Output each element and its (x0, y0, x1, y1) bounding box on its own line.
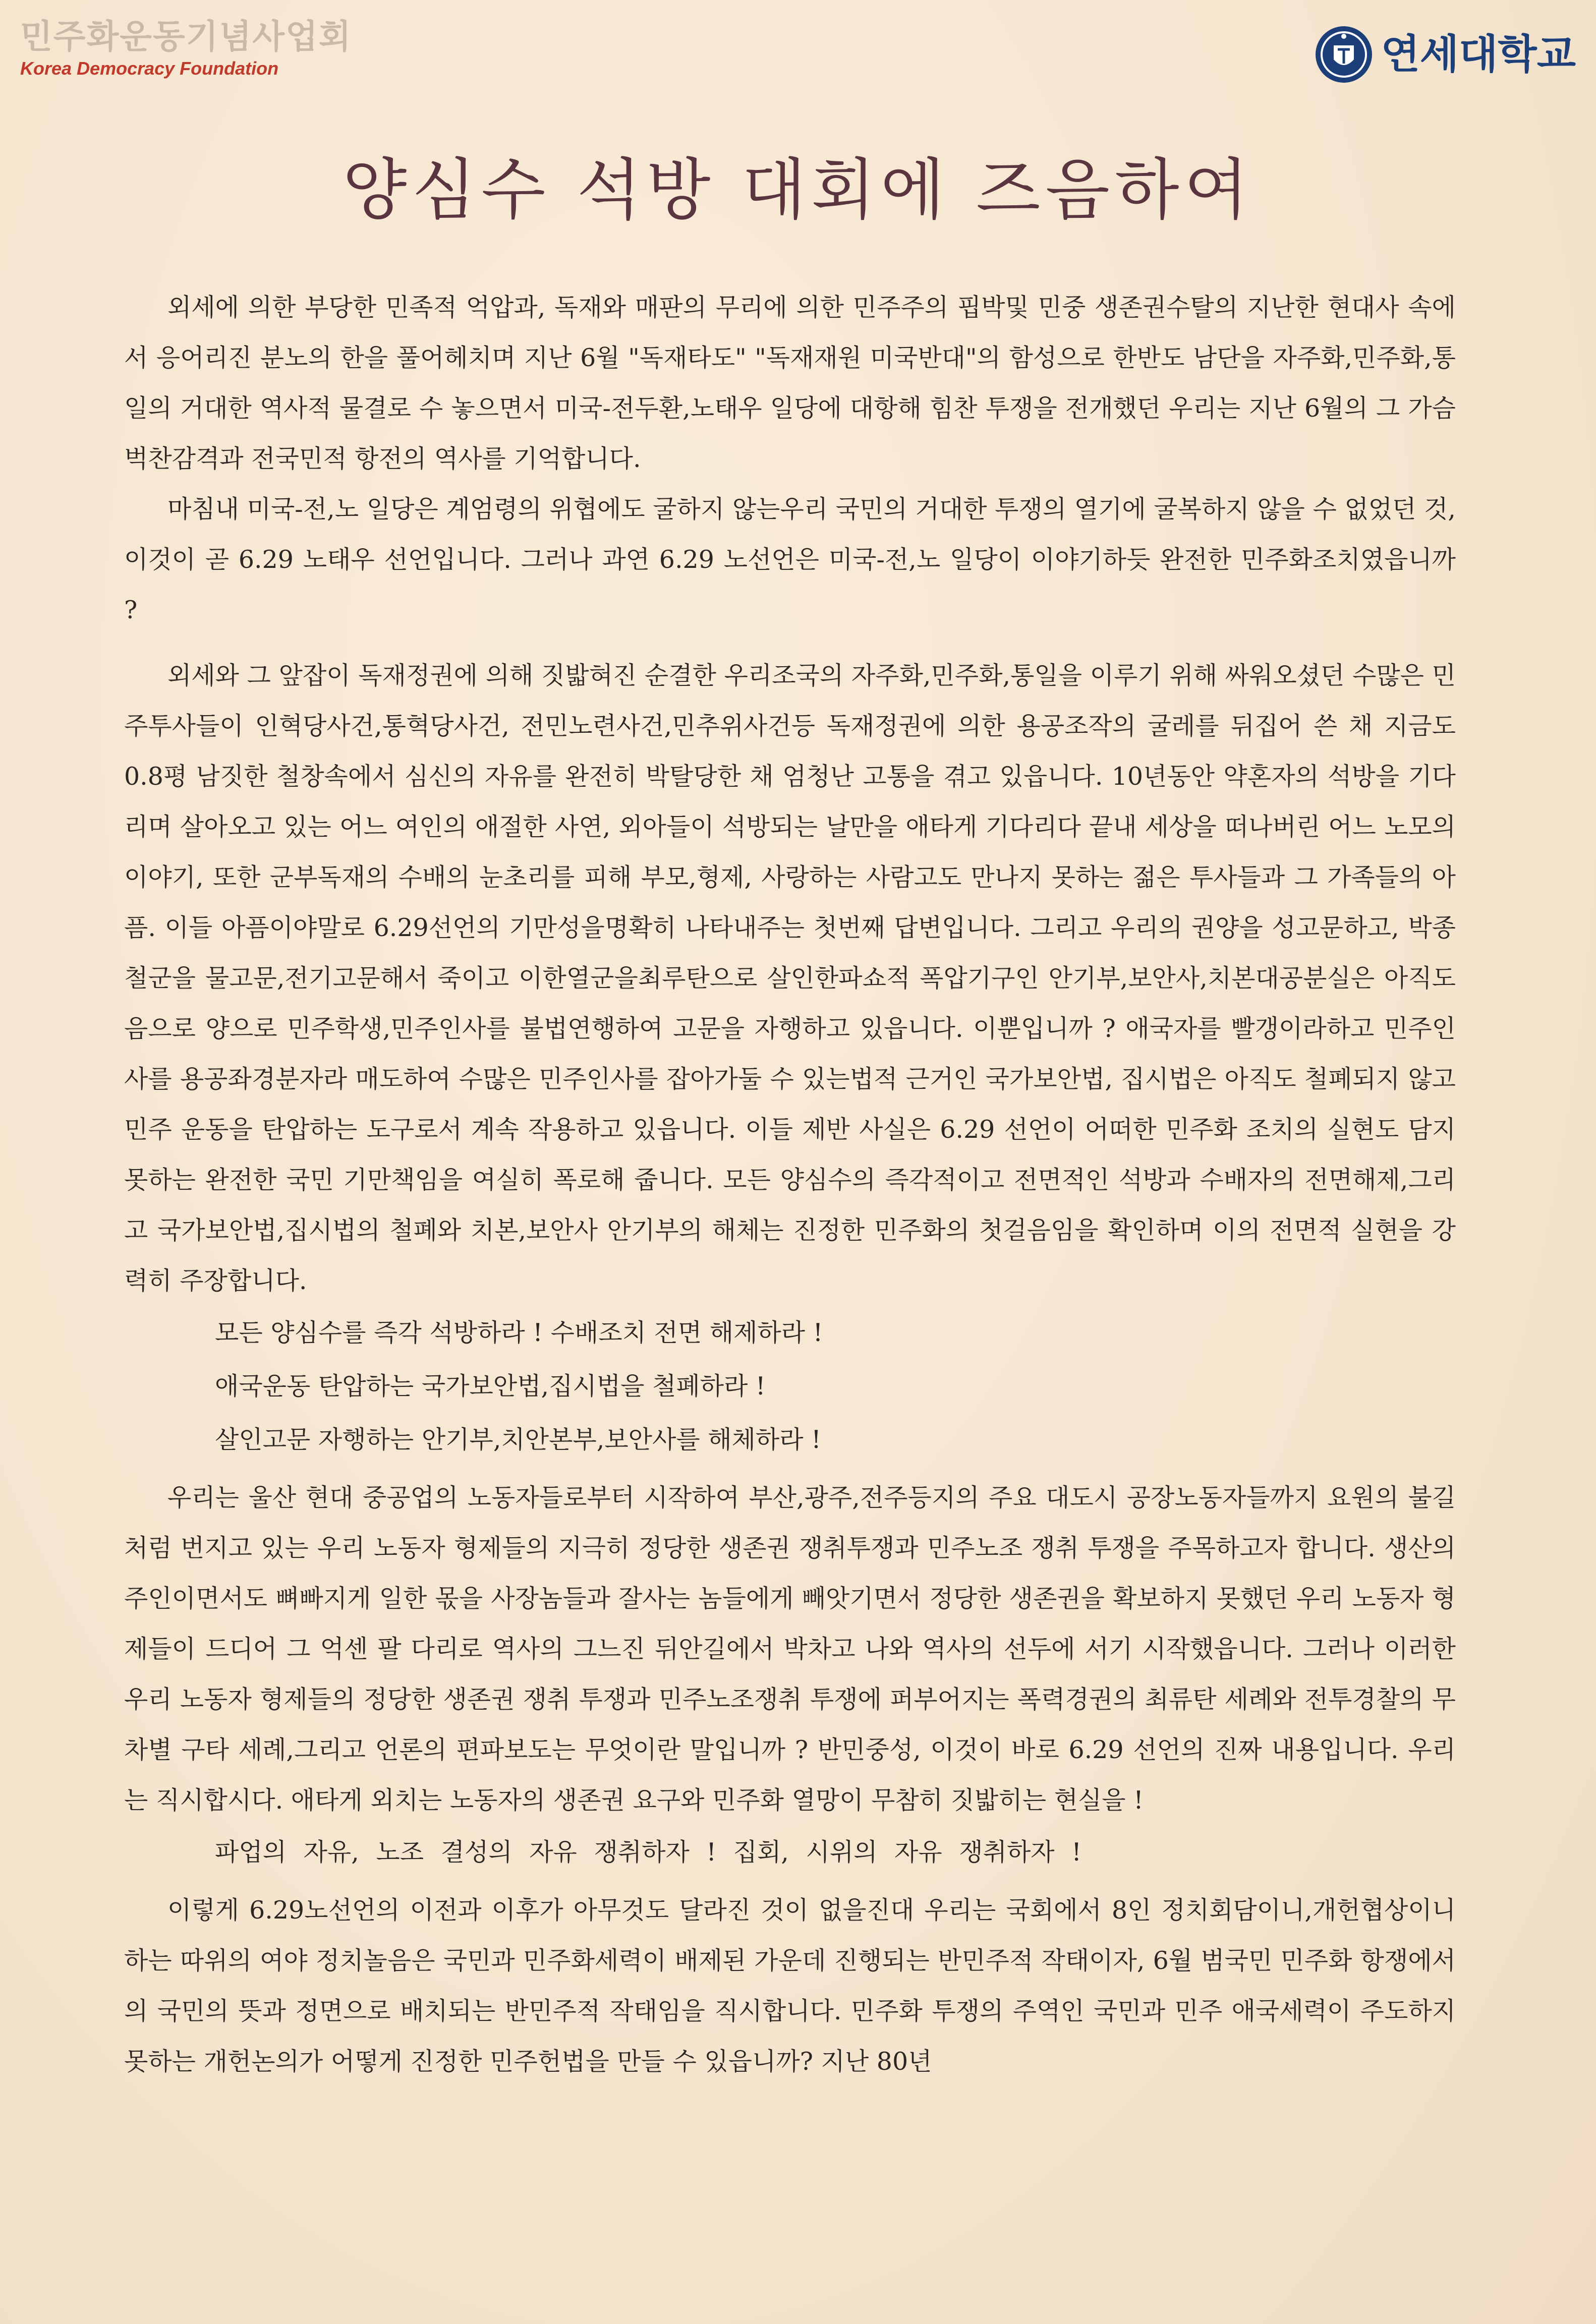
paragraph-1: 외세에 의한 부당한 민족적 억압과, 독재와 매판의 무리에 의한 민주주의 핍박및 민중 생존권수탈의 지난한 현대사 속에서 응어리진 분노의 한을 풀어헤치며 지난 6월 "독재타도" "독재재원 미국반대"의 함성으로 한반도 남단을 자주화,민주화,통일의 거대한 역사적 물결로 수 놓으면서 미국-전두환,노태우 일당에 대항해 힘찬 투쟁을 전개했던 우리는 지난 6월의 그 가슴벅찬감격과 전국민적 항전의 역사를 기억합니다. (124, 293, 1456, 473)
foundation-name-korean: 민주화운동기념사업회 (20, 17, 352, 56)
document-title: 양심수 석방 대회에 즈음하여 (342, 151, 1254, 229)
university-logo (1314, 24, 1576, 85)
slogan-list-2 (124, 1826, 1456, 1879)
slogan-list-1 (124, 1306, 1456, 1467)
slogan-item: 애국운동 탄압하는 국가보안법,집시법을 철폐하라 ! (215, 1372, 766, 1401)
university-name: 연세대학교 (1381, 31, 1576, 78)
yonsei-emblem-icon (1314, 24, 1374, 85)
foundation-logo (20, 17, 352, 79)
foundation-name-english: Korea Democracy Foundation (20, 58, 279, 79)
slogan-item: 파업의 자유, 노조 결성의 자유 쟁취하자 ! 집회, 시위의 자유 쟁취하자 ! (215, 1838, 1081, 1867)
paragraph-4: 우리는 울산 현대 중공업의 노동자들로부터 시작하여 부산,광주,전주등지의 주요 대도시 공장노동자들까지 요원의 불길처럼 번지고 있는 우리 노동자 형제들의 지극히 정당한 생존권 쟁취투쟁과 민주노조 쟁취 투쟁을 주목하고자 합니다. 생산의 주인이면서도 뼈빠지게 일한 몫을 사장놈들과 잘사는 놈들에게 빼앗기면서 정당한 생존권을 확보하지 못했던 우리 노동자 형제들이 드디어 그 억센 팔 다리로 역사의 그느진 뒤안길에서 박차고 나와 역사의 선두에 서기 시작했읍니다. 그러나 이러한 우리 노동자 형제들의 정당한 생존권 쟁취 투쟁과 민주노조쟁취 투쟁에 퍼부어지는 폭력경권의 최류탄 세례와 전투경찰의 무차별 구타 세례,그리고 언론의 편파보도는 무엇이란 말입니까 ? 반민중성, 이것이 바로 6.29 선언의 진짜 내용입니다. 우리는 직시합시다. 애타게 외치는 노동자의 생존권 요구와 민주화 열망이 무참히 짓밟히는 현실을 ! (124, 1483, 1456, 1815)
slogan-item: 모든 양심수를 즉각 석방하라 ! 수배조치 전면 해제하라 ! (215, 1318, 823, 1347)
document-body (124, 282, 1456, 2087)
paragraph-5: 이렇게 6.29노선언의 이전과 이후가 아무것도 달라진 것이 없을진대 우리는 국회에서 8인 정치회담이니,개헌협상이니 하는 따위의 여야 정치놀음은 국민과 민주화세력이 배제된 가운데 진행되는 반민주적 작태이자, 6월 범국민 민주화 항쟁에서의 국민의 뜻과 정면으로 배치되는 반민주적 작태임을 직시합니다. 민주화 투쟁의 주역인 국민과 민주 애국세력이 주도하지 못하는 개헌논의가 어떻게 진정한 민주헌법을 만들 수 있읍니까? 지난 80년 (124, 1896, 1456, 2076)
paragraph-2: 마침내 미국-전,노 일당은 계엄령의 위협에도 굴하지 않는우리 국민의 거대한 투쟁의 열기에 굴복하지 않을 수 없었던 것, 이것이 곧 6.29 노태우 선언입니다. 그러나 과연 6.29 노선언은 미국-전,노 일당이 이야기하듯 완전한 민주화조치였읍니까 ? (124, 495, 1456, 624)
slogan-item: 살인고문 자행하는 안기부,치안본부,보안사를 해체하라 ! (215, 1425, 821, 1454)
paragraph-3: 외세와 그 앞잡이 독재정권에 의해 짓밟혀진 순결한 우리조국의 자주화,민주화,통일을 이루기 위해 싸워오셨던 수많은 민주투사들이 인혁당사건,통혁당사건, 전민노련사건,민추위사건등 독재정권에 의한 용공조작의 굴레를 뒤집어 쓴 채 지금도 0.8평 남짓한 철창속에서 심신의 자유를 완전히 박탈당한 채 엄청난 고통을 겪고 있읍니다. 10년동안 약혼자의 석방을 기다리며 살아오고 있는 어느 여인의 애절한 사연, 외아들이 석방되는 날만을 애타게 기다리다 끝내 세상을 떠나버린 어느 노모의 이야기, 또한 군부독재의 수배의 눈초리를 피해 부모,형제, 사랑하는 사람고도 만나지 못하는 젊은 투사들과 그 가족들의 아픔. 이들 아픔이야말로 6.29선언의 기만성을명확히 나타내주는 첫번째 답변입니다. 그리고 우리의 권양을 성고문하고, 박종철군을 물고문,전기고문해서 죽이고 이한열군을최루탄으로 살인한파쇼적 폭압기구인 안기부,보안사,치본대공분실은 아직도 음으로 양으로 민주학생,민주인사를 불법연행하여 고문을 자행하고 있읍니다. 이뿐입니까 ? 애국자를 빨갱이라하고 민주인사를 용공좌경분자라 매도하여 수많은 민주인사를 잡아가둘 수 있는법적 근거인 국가보안법, 집시법은 아직도 철폐되지 않고 민주 운동을 탄압하는 도구로서 계속 작용하고 있읍니다. 이들 제반 사실은 6.29 선언이 어떠한 민주화 조치의 실현도 담지 못하는 완전한 국민 기만책임을 여실히 폭로해 줍니다. 모든 양심수의 즉각적이고 전면적인 석방과 수배자의 전면해제,그리고 국가보안법,집시법의 철폐와 치본,보안사 안기부의 해체는 진정한 민주화의 첫걸음임을 확인하며 이의 전면적 실현을 강력히 주장합니다. (124, 661, 1456, 1295)
